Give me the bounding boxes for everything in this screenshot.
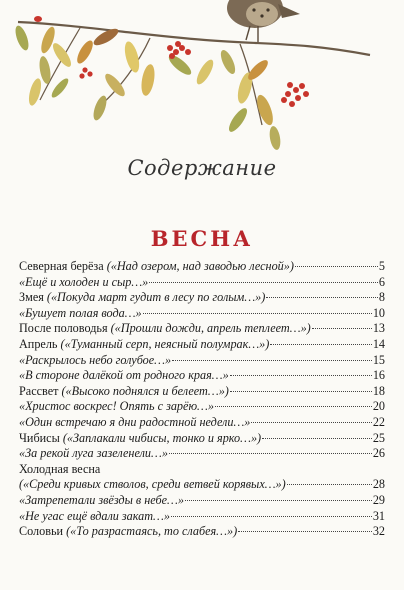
toc-entry: [19, 462, 385, 478]
leader-dots: [287, 484, 372, 485]
leader-dots: [262, 438, 372, 439]
poem-first-line: («Заплакали чибисы, тонко и ярко…»): [62, 430, 262, 445]
toc-entry-text: [19, 462, 100, 478]
toc-entry-text: [19, 431, 261, 447]
toc-entry: [19, 353, 385, 369]
page-number: 10: [372, 305, 385, 320]
toc-entry: [19, 446, 385, 462]
toc-entry: [19, 399, 385, 415]
toc-entry-text: [19, 384, 229, 400]
poem-title: Соловьи: [19, 524, 64, 539]
poem-first-line: («То разрастаясь, то слабея…»): [66, 524, 238, 539]
toc-entry-text: [19, 290, 265, 306]
contents-heading: Содержание: [127, 156, 277, 180]
page-number: 6: [378, 274, 385, 289]
leader-dots: [251, 422, 371, 423]
page-number: 29: [372, 492, 385, 507]
toc-entry: [19, 290, 385, 306]
leader-dots: [143, 313, 372, 314]
poem-first-line: «Бушует полая вода…»: [19, 305, 142, 320]
toc-entry: [19, 415, 385, 431]
leader-dots: [215, 406, 372, 407]
page-number: 20: [372, 399, 385, 414]
toc-entry-text: [19, 259, 294, 275]
toc-entry-text: [19, 306, 142, 322]
leader-dots: [169, 453, 372, 454]
page-number: 13: [372, 321, 385, 336]
leader-dots: [171, 516, 372, 517]
poem-first-line: «За рекой луга зазеленели…»: [19, 446, 168, 461]
page-number: 28: [372, 477, 385, 492]
poem-title: После половодья: [19, 321, 108, 336]
ladybug: [34, 16, 42, 22]
poem-title: Рассвет: [19, 383, 59, 398]
toc-entry-text: [19, 353, 171, 369]
leader-dots: [266, 297, 378, 298]
toc-entry: [19, 306, 385, 322]
poem-first-line: («Высоко поднялся и белеет…»): [61, 383, 229, 398]
toc-entry-text: [19, 509, 170, 525]
bird: [227, 0, 300, 42]
toc-entry-text: [19, 368, 229, 384]
poem-first-line: («Среди кривых стволов, среди ветвей корявых…»): [19, 477, 286, 492]
section-title-spring: ВЕСНА: [150, 226, 254, 251]
branch: [18, 22, 370, 55]
poem-first-line: «В стороне далёкой от родного края…»: [19, 368, 229, 383]
poem-first-line: («Над озером, над заводью лесной»): [106, 259, 294, 273]
toc-entry-text: [19, 415, 250, 431]
toc-entry: [19, 477, 385, 493]
leader-dots: [230, 375, 372, 376]
toc-entry: [19, 337, 385, 353]
toc-entry-text: [19, 275, 148, 291]
poem-first-line: («Туманный серп, неясный полумрак…»): [60, 336, 270, 351]
toc-entry-text: [19, 321, 311, 337]
page-number: 15: [372, 352, 385, 367]
toc-entry: [19, 259, 385, 275]
toc-entry: [19, 431, 385, 447]
page-number: 16: [372, 368, 385, 383]
rowan-berries: [79, 41, 309, 107]
leader-dots: [172, 360, 372, 361]
poem-first-line: «Затрепетали звёзды в небе…»: [19, 492, 184, 507]
toc-entry: [19, 275, 385, 291]
leader-dots: [185, 500, 372, 501]
leader-dots: [230, 391, 372, 392]
leader-dots: [312, 328, 372, 329]
toc-entry-text: [19, 477, 286, 493]
page-number: 8: [378, 290, 385, 305]
leader-dots: [295, 266, 378, 267]
toc-entry: [19, 368, 385, 384]
poem-title: Холодная весна: [19, 461, 101, 476]
toc-entry: [19, 321, 385, 337]
page-number: 5: [378, 259, 385, 273]
toc-entry: [19, 384, 385, 400]
toc-entry-text: [19, 493, 184, 509]
poem-first-line: («Прошли дожди, апрель теплеет…»): [110, 321, 311, 336]
toc-entry-text: [19, 337, 269, 353]
toc-entry-text: [19, 524, 237, 540]
poem-first-line: «Ещё и холоден и сыр…»: [19, 274, 149, 289]
table-of-contents: [19, 259, 385, 540]
toc-entry: [19, 524, 385, 540]
poem-title: Змея: [19, 290, 44, 305]
page-number: 14: [372, 336, 385, 351]
poem-title: Чибисы: [19, 430, 60, 445]
poem-first-line: («Покуда март гудит в лесу по голым…»): [46, 290, 266, 305]
rowan-branch-illustration: [0, 0, 404, 150]
leader-dots: [270, 344, 371, 345]
page-number: 22: [372, 414, 385, 429]
poem-title: Апрель: [19, 336, 58, 351]
poem-first-line: «Не угас ещё вдали закат…»: [19, 508, 170, 523]
poem-first-line: «Один встречаю я дни радостной недели…»: [19, 414, 251, 429]
page-number: 31: [372, 508, 385, 523]
leader-dots: [149, 282, 378, 283]
poem-title: Северная берёза: [19, 259, 104, 273]
toc-entry: [19, 509, 385, 525]
page-number: 32: [372, 524, 385, 539]
toc-entry-text: [19, 446, 168, 462]
page-number: 26: [372, 446, 385, 461]
page-number: 18: [372, 383, 385, 398]
leader-dots: [238, 531, 372, 532]
poem-first-line: «Раскрылось небо голубое…»: [19, 352, 172, 367]
toc-entry-text: [19, 399, 214, 415]
toc-entry: [19, 493, 385, 509]
page-number: 25: [372, 430, 385, 445]
poem-first-line: «Христос воскрес! Опять с зарёю…»: [19, 399, 214, 414]
